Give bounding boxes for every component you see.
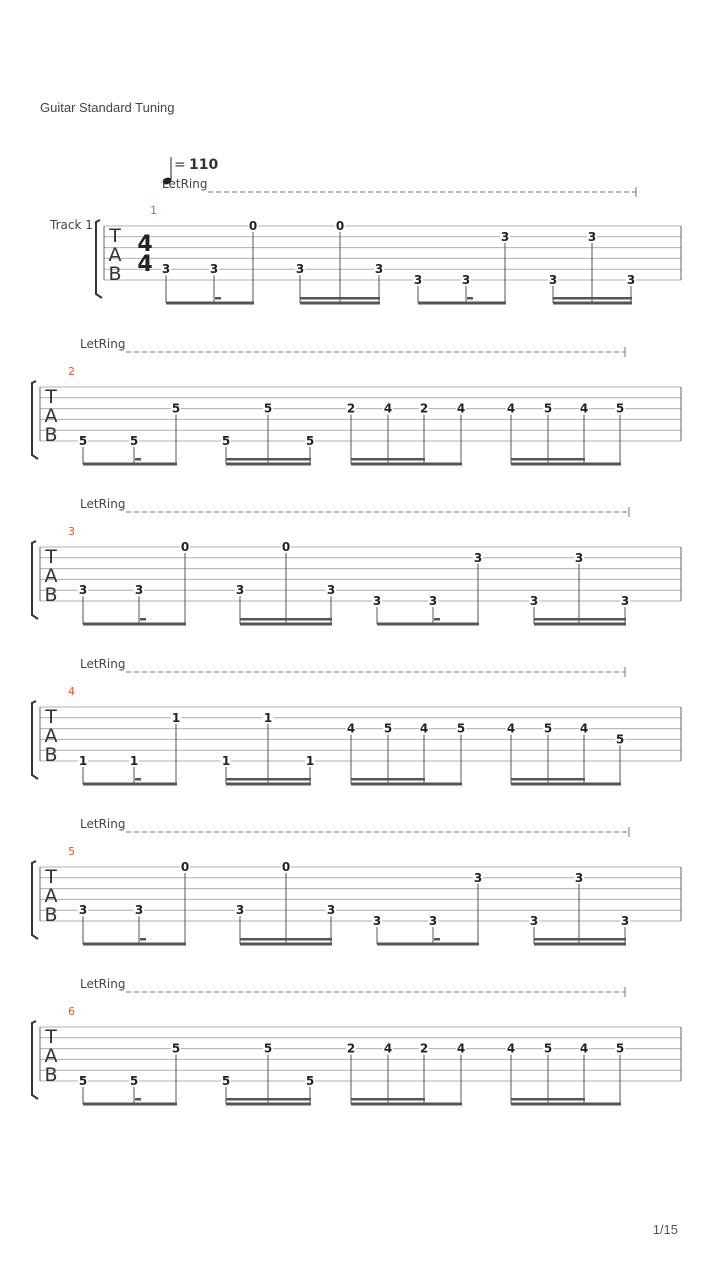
fret-number: 3 <box>235 903 245 918</box>
tab-clef-letter: A <box>44 565 58 587</box>
system-bracket <box>96 220 102 298</box>
fret-number: 3 <box>372 914 382 928</box>
tab-clef-letter: A <box>44 885 58 907</box>
tab-system <box>32 337 681 466</box>
fret-number: 3 <box>620 594 630 608</box>
fret-number: 5 <box>615 1041 625 1056</box>
tab-clef-letter: B <box>108 263 122 285</box>
beam-secondary <box>240 618 332 621</box>
fret-number: 3 <box>574 550 584 565</box>
let-ring-label: LetRing <box>80 657 126 671</box>
tab-system <box>32 817 681 946</box>
fret-number: 3 <box>326 903 336 918</box>
fret-number: 5 <box>78 434 88 448</box>
tab-clef-letter: T <box>45 1026 57 1048</box>
fret-number: 4 <box>456 401 466 416</box>
beam-secondary <box>240 938 332 941</box>
fret-number: 1 <box>305 754 315 768</box>
fret-number: 4 <box>579 401 589 416</box>
fret-number: 3 <box>428 594 438 608</box>
tab-clef-letter: T <box>45 546 57 568</box>
fret-number: 5 <box>171 1041 181 1056</box>
beam-primary <box>226 463 311 466</box>
beam-primary <box>418 302 506 305</box>
tab-clef-letter: T <box>109 225 121 247</box>
beam-primary <box>83 463 177 466</box>
fret-number: 1 <box>129 754 139 768</box>
fret-number: 3 <box>587 229 597 244</box>
let-ring-label: LetRing <box>80 337 126 351</box>
beam-primary <box>240 943 332 946</box>
tempo-value: 110 <box>189 157 219 173</box>
tab-clef-letter: A <box>44 1045 58 1067</box>
tab-clef-letter: A <box>44 725 58 747</box>
beam-primary <box>534 943 626 946</box>
fret-number: 3 <box>134 903 144 918</box>
fret-number: 3 <box>134 583 144 598</box>
dotted-beam-stub <box>467 297 473 300</box>
track-label: Track 1 <box>50 218 93 232</box>
fret-number: 4 <box>506 1041 516 1056</box>
dotted-beam-stub <box>434 618 440 621</box>
fret-number: 0 <box>281 860 291 874</box>
fret-number: 5 <box>171 401 181 416</box>
beam-primary <box>534 623 626 626</box>
system-bracket <box>32 1021 38 1099</box>
system-bracket <box>32 861 38 939</box>
beam-primary <box>377 943 479 946</box>
beam-primary <box>226 1103 311 1106</box>
dotted-beam-stub <box>140 618 146 621</box>
fret-number: 5 <box>543 401 553 416</box>
fret-number: 3 <box>161 262 171 277</box>
beam-secondary <box>351 1098 425 1101</box>
fret-number: 1 <box>171 710 181 725</box>
fret-number: 3 <box>78 583 88 598</box>
beam-secondary <box>300 297 380 300</box>
let-ring-label: LetRing <box>162 177 208 191</box>
fret-number: 1 <box>78 754 88 768</box>
beam-primary <box>300 302 380 305</box>
beam-secondary <box>511 1098 585 1101</box>
let-ring-label: LetRing <box>80 497 126 511</box>
tempo-equals: = <box>174 157 186 173</box>
fret-number: 3 <box>372 594 382 608</box>
beam-secondary <box>226 458 311 461</box>
fret-number: 2 <box>346 1041 356 1056</box>
beam-secondary <box>511 458 585 461</box>
dotted-beam-stub <box>434 938 440 941</box>
fret-number: 5 <box>383 721 393 736</box>
beam-primary <box>377 623 479 626</box>
tab-clef-letter: A <box>44 405 58 427</box>
beam-secondary <box>226 778 311 781</box>
beam-primary <box>511 783 621 786</box>
fret-number: 4 <box>506 401 516 416</box>
beam-primary <box>351 1103 462 1106</box>
fret-number: 3 <box>428 914 438 928</box>
dotted-beam-stub <box>135 458 141 461</box>
beam-secondary <box>226 1098 311 1101</box>
fret-number: 5 <box>456 721 466 736</box>
fret-number: 4 <box>383 1041 393 1056</box>
fret-number: 0 <box>248 219 258 233</box>
fret-number: 5 <box>78 1074 88 1088</box>
fret-number: 0 <box>180 860 190 874</box>
fret-number: 1 <box>263 710 273 725</box>
dotted-beam-stub <box>215 297 221 300</box>
beam-primary <box>511 1103 621 1106</box>
beam-primary <box>83 783 177 786</box>
fret-number: 2 <box>419 1041 429 1056</box>
beam-primary <box>83 623 186 626</box>
beam-secondary <box>553 297 632 300</box>
bar-number: 2 <box>68 365 75 378</box>
system-bracket <box>32 381 38 459</box>
fret-number: 4 <box>506 721 516 736</box>
fret-number: 3 <box>529 594 539 608</box>
beam-primary <box>511 463 621 466</box>
fret-number: 4 <box>579 721 589 736</box>
beam-secondary <box>534 938 626 941</box>
let-ring-label: LetRing <box>80 977 126 991</box>
tab-clef-letter: A <box>108 244 122 266</box>
fret-number: 3 <box>209 262 219 277</box>
beam-primary <box>166 302 254 305</box>
beam-primary <box>83 1103 177 1106</box>
tab-system <box>32 977 681 1106</box>
fret-number: 4 <box>419 721 429 736</box>
beam-primary <box>83 943 186 946</box>
bar-number: 3 <box>68 525 75 538</box>
bar-number: 4 <box>68 685 75 698</box>
fret-number: 5 <box>305 434 315 448</box>
bar-number: 6 <box>68 1005 75 1018</box>
fret-number: 3 <box>620 914 630 928</box>
let-ring-label: LetRing <box>80 817 126 831</box>
fret-number: 3 <box>235 583 245 598</box>
beam-secondary <box>511 778 585 781</box>
fret-number: 5 <box>129 1074 139 1088</box>
fret-number: 0 <box>180 540 190 554</box>
fret-number: 4 <box>456 1041 466 1056</box>
fret-number: 3 <box>461 273 471 287</box>
fret-number: 3 <box>295 262 305 277</box>
beam-primary <box>553 302 632 305</box>
beam-primary <box>351 783 462 786</box>
fret-number: 5 <box>221 1074 231 1088</box>
tab-clef-letter: T <box>45 866 57 888</box>
dotted-beam-stub <box>140 938 146 941</box>
tab-clef-letter: T <box>45 706 57 728</box>
beam-primary <box>351 463 462 466</box>
dotted-beam-stub <box>135 1098 141 1101</box>
fret-number: 4 <box>346 721 356 736</box>
time-signature-top: 4 <box>137 232 153 257</box>
bar-number: 1 <box>150 204 157 217</box>
fret-number: 5 <box>615 401 625 416</box>
fret-number: 4 <box>383 401 393 416</box>
fret-number: 3 <box>473 550 483 565</box>
tab-clef-letter: B <box>44 1064 58 1086</box>
time-signature-bottom: 4 <box>137 252 153 277</box>
fret-number: 3 <box>574 870 584 885</box>
fret-number: 4 <box>579 1041 589 1056</box>
fret-number: 3 <box>413 273 423 287</box>
fret-number: 3 <box>473 870 483 885</box>
tab-system <box>32 657 681 786</box>
system-bracket <box>32 541 38 619</box>
fret-number: 0 <box>335 219 345 233</box>
fret-number: 3 <box>626 273 636 287</box>
tab-clef-letter: T <box>45 386 57 408</box>
beam-primary <box>240 623 332 626</box>
tab-clef-letter: B <box>44 424 58 446</box>
fret-number: 3 <box>374 262 384 277</box>
fret-number: 2 <box>346 401 356 416</box>
fret-number: 2 <box>419 401 429 416</box>
dotted-beam-stub <box>135 778 141 781</box>
fret-number: 1 <box>221 754 231 768</box>
tab-system <box>96 177 681 305</box>
page-indicator: 1/15 <box>652 1222 678 1237</box>
fret-number: 5 <box>305 1074 315 1088</box>
tuning-title: Guitar Standard Tuning <box>40 100 175 115</box>
tab-system <box>32 497 681 626</box>
system-bracket <box>32 701 38 779</box>
fret-number: 5 <box>543 721 553 736</box>
fret-number: 5 <box>129 434 139 448</box>
fret-number: 5 <box>615 732 625 747</box>
beam-secondary <box>534 618 626 621</box>
fret-number: 5 <box>263 401 273 416</box>
fret-number: 3 <box>529 914 539 928</box>
beam-secondary <box>351 458 425 461</box>
fret-number: 3 <box>78 903 88 918</box>
beam-primary <box>226 783 311 786</box>
tab-clef-letter: B <box>44 904 58 926</box>
fret-number: 5 <box>543 1041 553 1056</box>
beam-secondary <box>351 778 425 781</box>
bar-number: 5 <box>68 845 75 858</box>
fret-number: 3 <box>548 273 558 287</box>
tab-clef-letter: B <box>44 744 58 766</box>
fret-number: 3 <box>326 583 336 598</box>
tab-clef-letter: B <box>44 584 58 606</box>
fret-number: 0 <box>281 540 291 554</box>
fret-number: 5 <box>263 1041 273 1056</box>
fret-number: 3 <box>500 229 510 244</box>
fret-number: 5 <box>221 434 231 448</box>
